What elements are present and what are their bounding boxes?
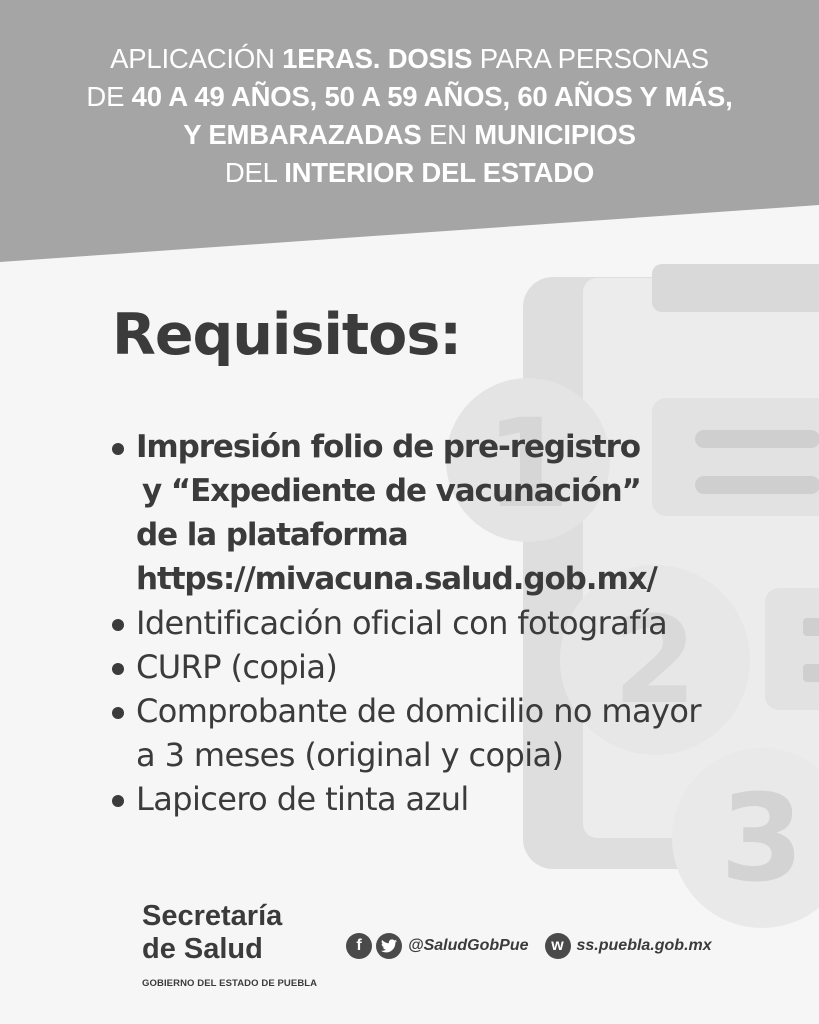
bullet-icon: [112, 707, 124, 719]
step-number-3: 3: [720, 770, 804, 909]
requirement-item-5: Lapicero de tinta azul: [112, 777, 812, 821]
header-line-3: Y EMBARAZADAS EN MUNICIPIOS: [183, 119, 636, 150]
website-link[interactable]: ss.puebla.gob.mx: [576, 937, 712, 954]
secretaria-logo: Secretaría de Salud GOBIERNO DEL ESTADO DE PUEBLA: [142, 900, 318, 989]
step-number-2: 2: [613, 592, 697, 731]
page-title: Requisitos:: [112, 302, 462, 368]
header-line-4: DEL INTERIOR DEL ESTADO: [224, 157, 595, 188]
social-links: [346, 933, 728, 959]
requirement-item-1: Impresión folio de pre-registro y “Expediente de vacunación” de la plataforma https://mivacuna.salud.gob.mx/: [112, 425, 812, 601]
facebook-icon[interactable]: f: [346, 933, 372, 959]
social-handle[interactable]: @SaludGobPue: [408, 937, 529, 954]
web-icon[interactable]: w: [545, 933, 571, 959]
bullet-icon: [112, 443, 124, 455]
twitter-bird-icon: [381, 939, 397, 953]
bullet-icon: [112, 795, 124, 807]
requirement-item-4: Comprobante de domicilio no mayor a 3 meses (original y copia): [112, 689, 812, 777]
twitter-icon[interactable]: [376, 933, 402, 959]
requirement-item-2: Identificación oficial con fotografía: [112, 601, 812, 645]
requirements-list: [112, 425, 812, 821]
header-line-1: APLICACIÓN 1ERAS. DOSIS PARA PERSONAS: [110, 43, 709, 74]
bullet-icon: [112, 663, 124, 675]
platform-url: https://mivacuna.salud.gob.mx/: [136, 561, 657, 597]
bullet-icon: [112, 619, 124, 631]
header-line-2: DE 40 A 49 AÑOS, 50 A 59 AÑOS, 60 AÑOS Y MÁS,: [86, 81, 733, 112]
phone-top-bar: [652, 264, 819, 312]
step-number-1: 1: [485, 393, 571, 535]
requirement-item-3: CURP (copia): [112, 645, 812, 689]
